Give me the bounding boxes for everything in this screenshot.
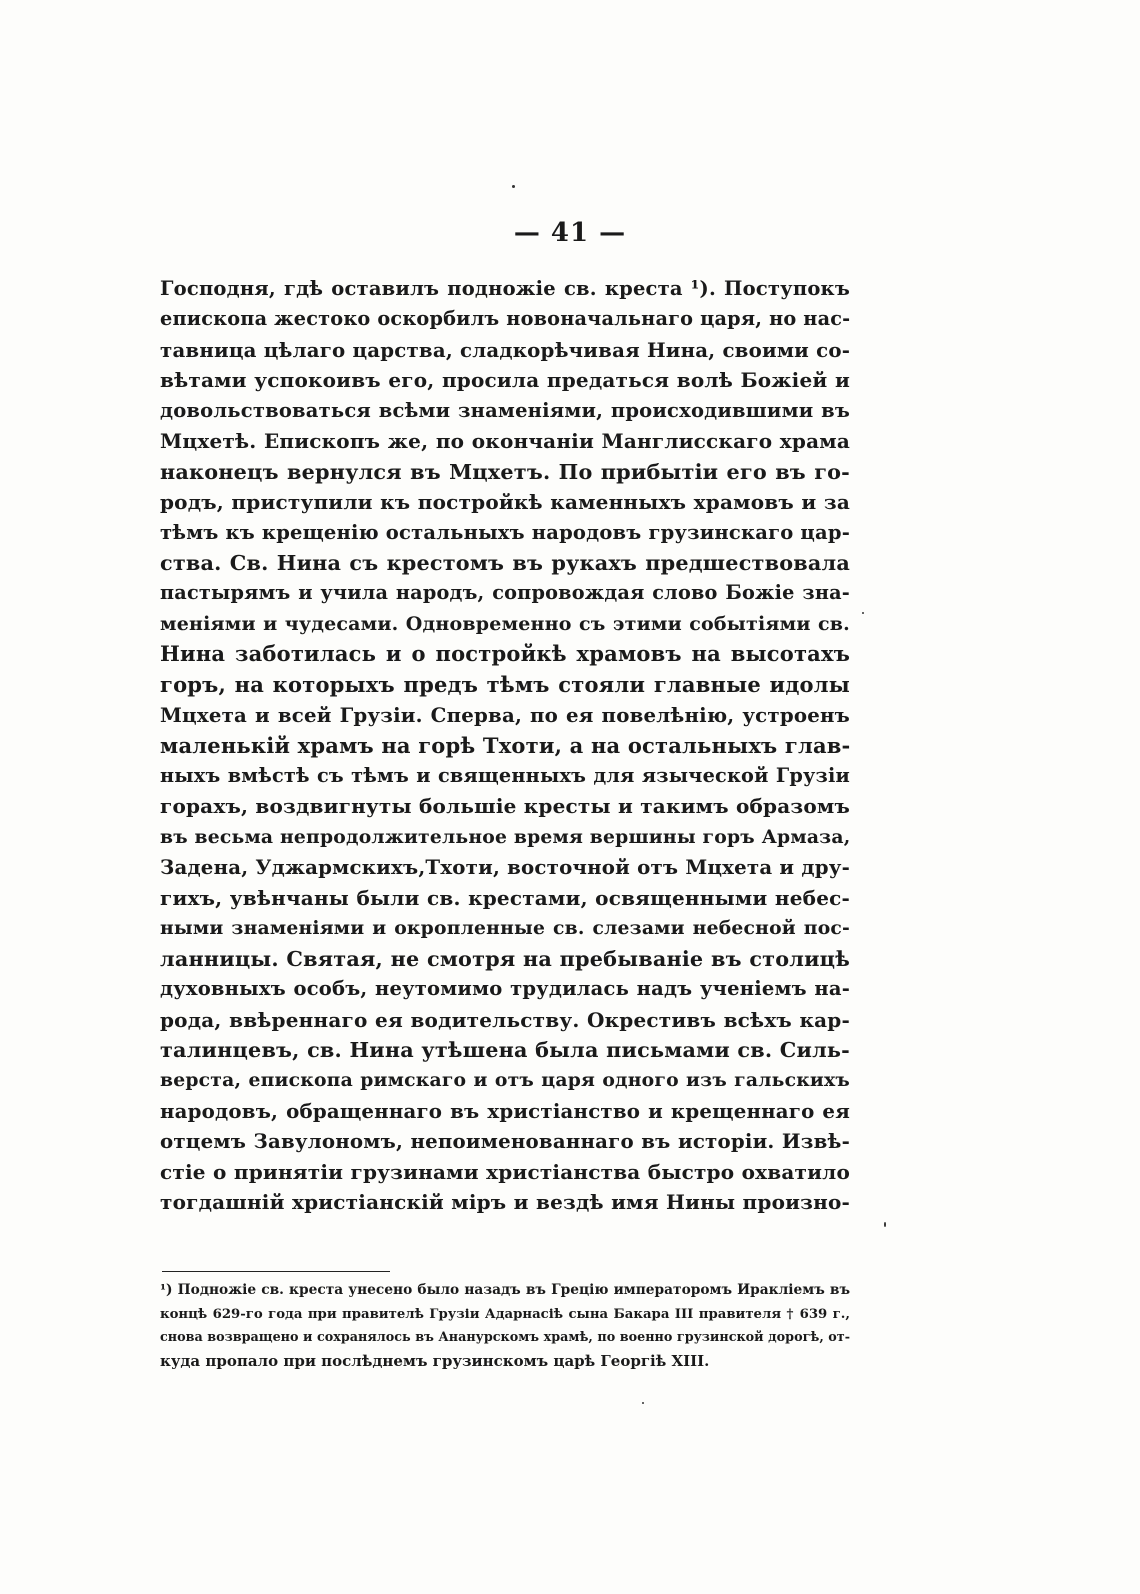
body-line: верста, епископа римскаго и отъ царя одного изъ гальскихъ <box>160 1069 850 1092</box>
body-line: Мцхетѣ. Епископъ же, по окончаніи Манглисскаго храма <box>160 429 850 454</box>
body-line: стіе о принятіи грузинами христіанства быстро охватило <box>160 1159 850 1184</box>
body-line: Нина заботилась и о постройкѣ храмовъ на высотахъ <box>160 641 850 667</box>
body-line: духовныхъ особъ, неутомимо трудилась надъ ученіемъ на- <box>160 977 850 1001</box>
body-text <box>160 274 850 1218</box>
print-speck <box>862 612 864 614</box>
body-line: въ весьма непродолжительное время вершины горъ Армаза, <box>160 825 851 848</box>
body-line: Мцхета и всей Грузіи. Сперва, по ея повелѣнію, устроенъ <box>160 703 850 728</box>
body-line: горъ, на которыхъ предъ тѣмъ стояли главные идолы <box>160 671 850 697</box>
body-line: гихъ, увѣнчаны были св. крестами, освященными небес- <box>160 885 850 910</box>
body-line: Задена, Уджармскихъ,Тхоти, восточной отъ Мцхета и дру- <box>160 855 850 880</box>
body-line: тавница цѣлаго царства, сладкорѣчивая Нина, своими со- <box>160 337 851 362</box>
body-line: епископа жестоко оскорбилъ новоначальнаго царя, но нас- <box>160 307 851 331</box>
body-line: ныхъ вмѣстѣ съ тѣмъ и священныхъ для языческой Грузіи <box>160 764 850 787</box>
body-line: ланницы. Святая, не смотря на пребываніе въ столицѣ <box>160 946 850 971</box>
footnote-separator <box>162 1271 390 1272</box>
body-line: наконецъ вернулся въ Мцхетъ. По прибытіи его въ го- <box>160 459 850 484</box>
body-line: талинцевъ, св. Нина утѣшена была письмами св. Силь- <box>160 1037 850 1062</box>
body-line: маленькій храмъ на горѣ Тхоти, а на остальныхъ глав- <box>160 732 851 758</box>
footnote-line: ¹) Подножіе св. креста унесено было назадъ въ Грецію императоромъ Иракліемъ въ <box>160 1282 850 1298</box>
body-line: тогдашній христіанскій міръ и вездѣ имя Нины произно- <box>160 1190 850 1215</box>
print-speck <box>512 185 515 188</box>
footnote <box>160 1279 850 1373</box>
footnote-line: снова возвращено и сохранялось въ Ананурскомъ храмѣ, по военно грузинской дорогѣ, от- <box>160 1330 850 1345</box>
body-line: вѣтами успокоивъ его, просила предаться волѣ Божіей и <box>160 368 850 393</box>
body-line: рода, ввѣреннаго ея водительству. Окрестивъ всѣхъ кар- <box>160 1007 850 1032</box>
body-line: ства. Св. Нина съ крестомъ въ рукахъ предшествовала <box>160 550 850 575</box>
footnote-line: концѣ 629-го года при правителѣ Грузіи Адарнасіѣ сына Бакара III правителя † 639 г., <box>160 1306 850 1322</box>
body-line: довольствоваться всѣми знаменіями, происходившими въ <box>160 398 850 422</box>
print-speck <box>642 1402 644 1404</box>
body-line: народовъ, обращеннаго въ христіанство и крещеннаго ея <box>160 1098 850 1123</box>
body-line: горахъ, воздвигнуты большіе кресты и такимъ образомъ <box>160 794 850 819</box>
page-number: — 41 — <box>513 218 627 248</box>
body-line: ными знаменіями и окропленные св. слезами небесной пос- <box>160 917 850 940</box>
body-line: пастырямъ и учила народъ, сопровождая слово Божіе зна- <box>160 581 850 605</box>
body-line: отцемъ Завулономъ, непоименованнаго въ исторіи. Извѣ- <box>160 1129 850 1154</box>
print-speck <box>884 1222 886 1227</box>
footnote-line: куда пропало при послѣднемъ грузинскомъ царѣ Георгіѣ XIII. <box>160 1351 710 1370</box>
body-line: Господня, гдѣ оставилъ подножіе св. креста ¹). Поступокъ <box>160 277 850 300</box>
body-line: меніями и чудесами. Одновременно съ этими событіями св. <box>160 612 850 635</box>
body-line: тѣмъ къ крещенію остальныхъ народовъ грузинскаго цар- <box>160 520 850 544</box>
body-line: родъ, приступили къ постройкѣ каменныхъ храмовъ и за <box>160 490 850 515</box>
